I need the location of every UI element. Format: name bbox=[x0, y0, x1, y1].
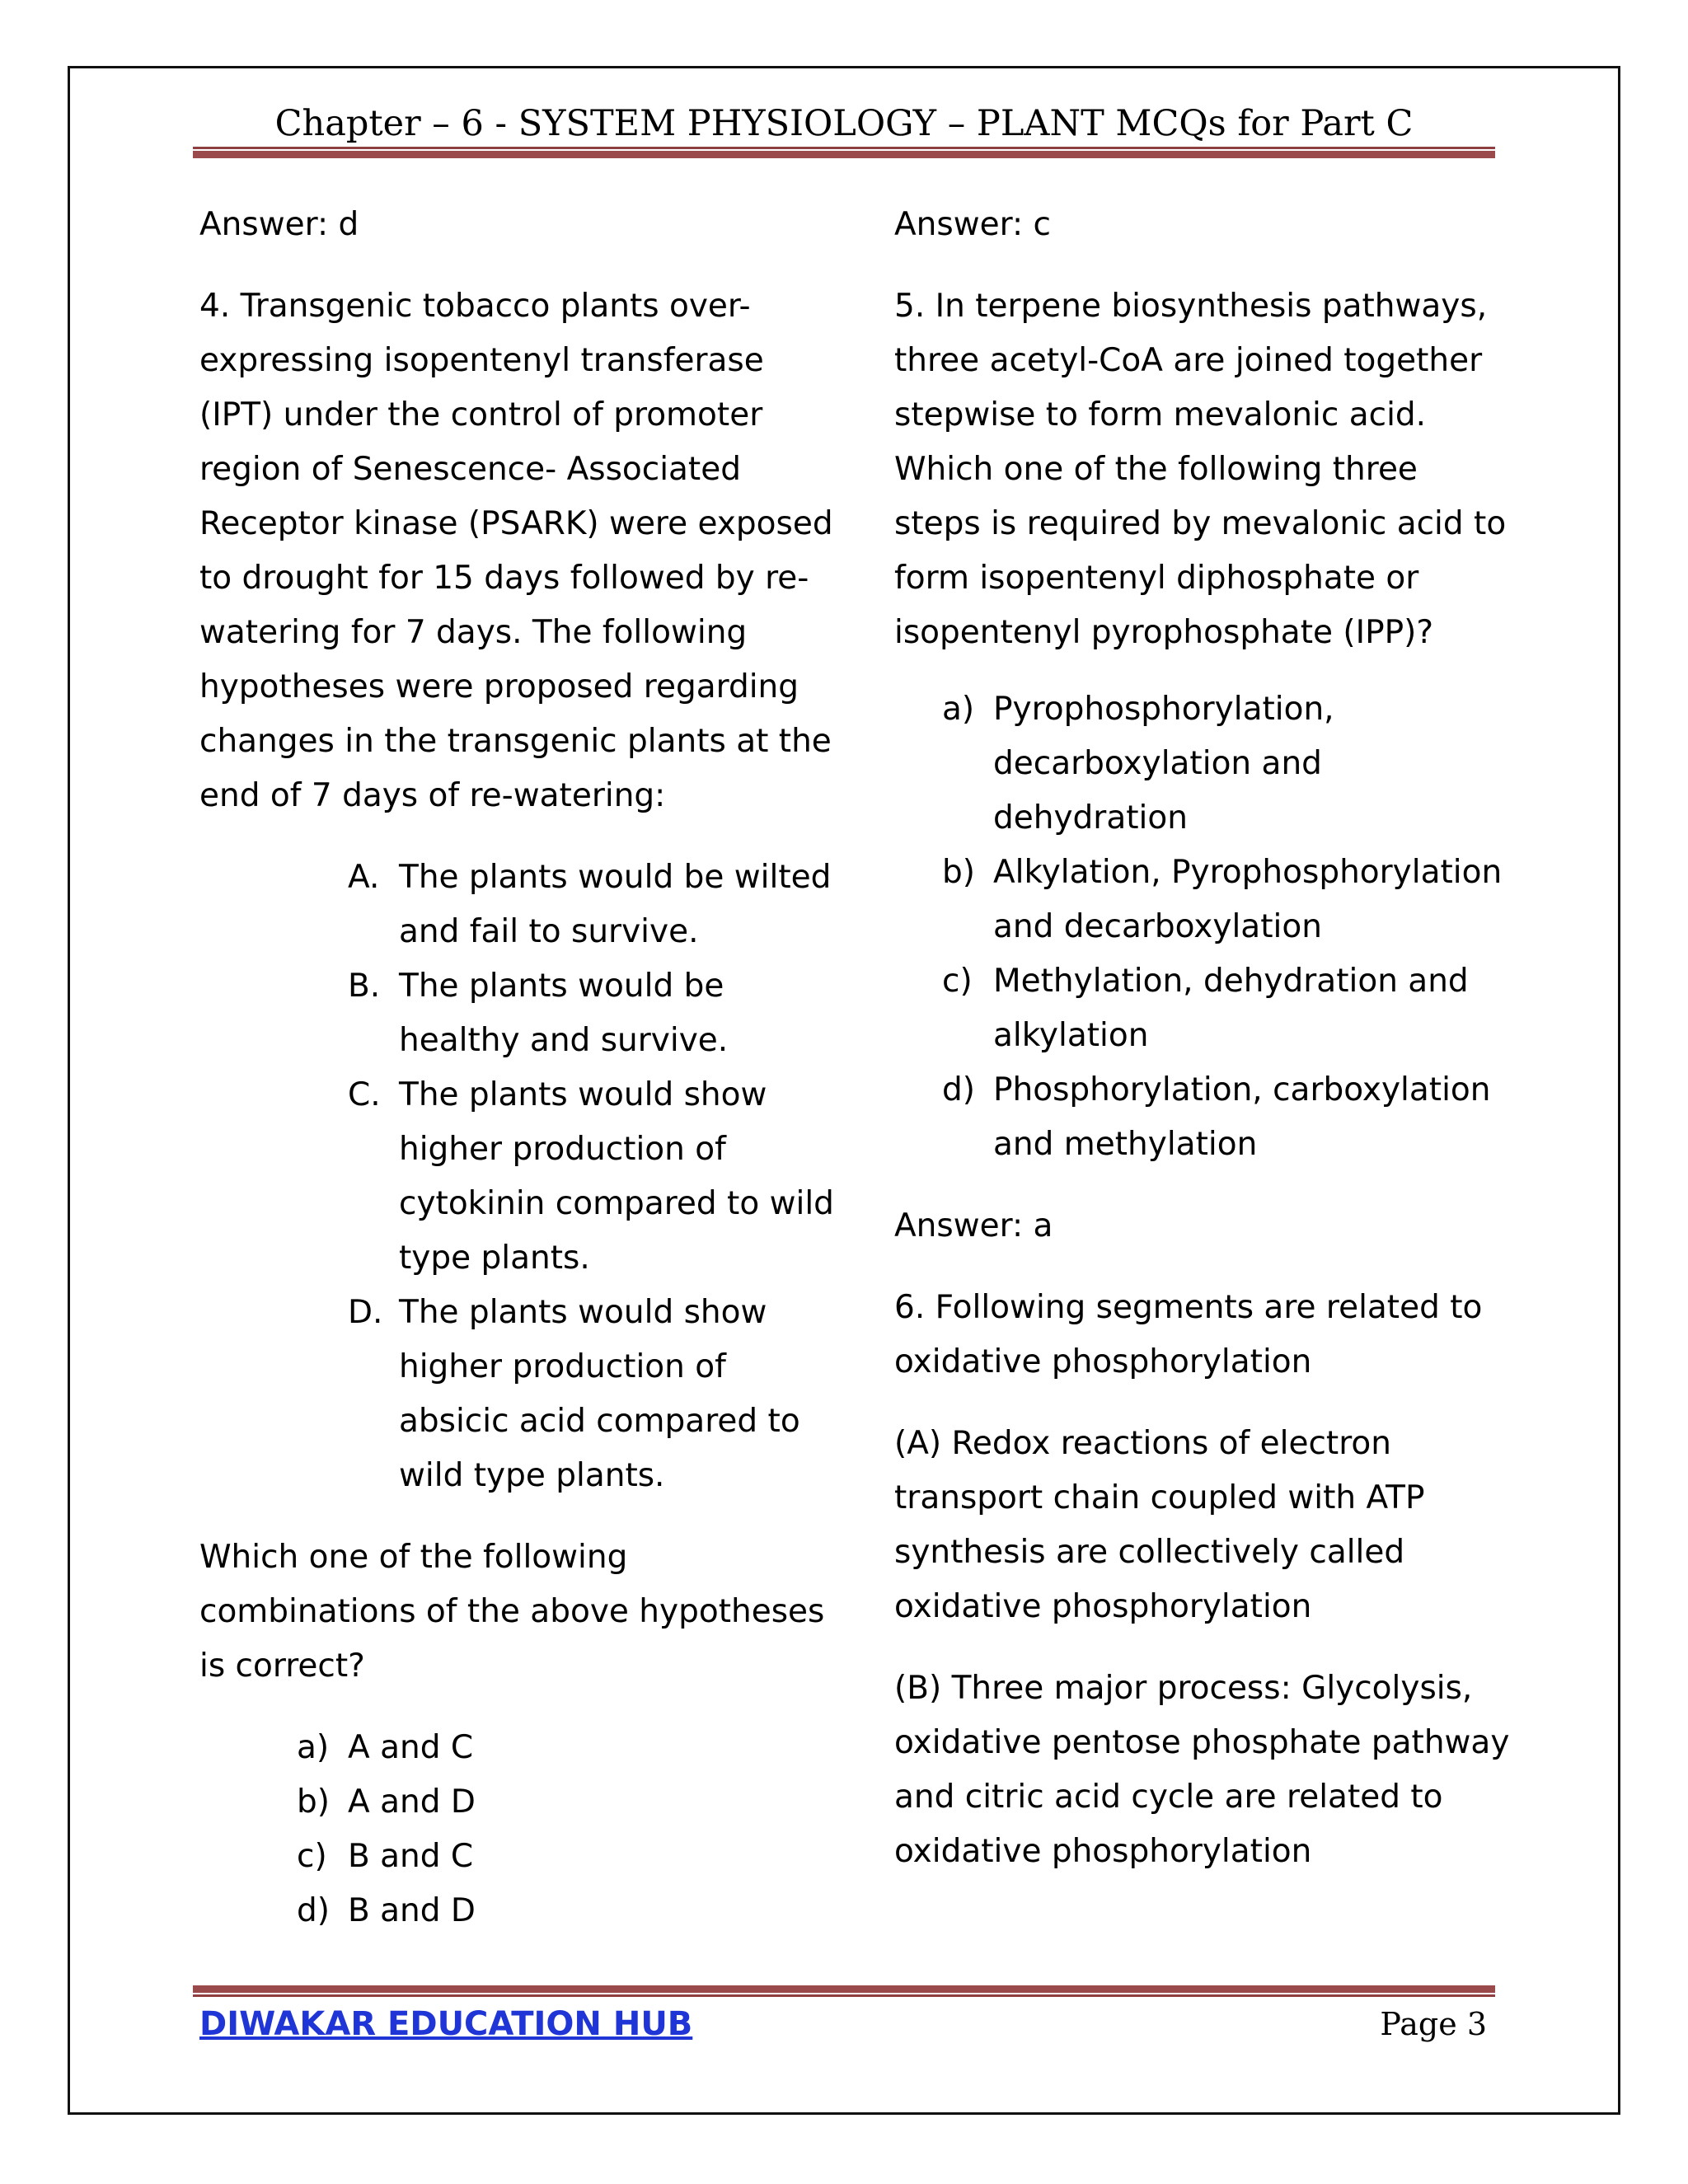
list-marker: B. bbox=[348, 968, 381, 1005]
question-4-stem: 4. Transgenic tobacco plants over-expressing isopentenyl transferase (IPT) under the control of promoter region of Senescence- Associated Receptor kinase (PSARK) were exposed to drought for 15 days followed by re-watering for 7 days. The following hypotheses were proposed regarding changes in the transgenic plants at the end of 7 days of re-watering: bbox=[199, 288, 833, 814]
question-4-prompt: Which one of the following combinations of the above hypotheses is correct? bbox=[199, 1539, 825, 1685]
option-item bbox=[942, 954, 1512, 1063]
option-item bbox=[297, 1830, 834, 1884]
left-column bbox=[199, 198, 834, 1966]
hypothesis-item bbox=[348, 1068, 834, 1286]
option-text: Pyrophosphorylation, decarboxylation and dehydration bbox=[993, 691, 1334, 837]
hypothesis-item bbox=[348, 959, 834, 1068]
option-text: A and C bbox=[348, 1729, 474, 1766]
list-marker: D. bbox=[348, 1294, 383, 1331]
question-6-stem: 6. Following segments are related to oxidative phosphorylation bbox=[894, 1289, 1483, 1380]
header-rule-thin bbox=[193, 147, 1495, 149]
option-text: B and D bbox=[348, 1892, 476, 1929]
footer-rule-thick bbox=[193, 1985, 1495, 1993]
page-title: Chapter – 6 - SYSTEM PHYSIOLOGY – PLANT MCQs for Part C bbox=[274, 103, 1414, 144]
option-item bbox=[297, 1884, 834, 1938]
hypothesis-list bbox=[348, 851, 834, 1503]
page-number: Page 3 bbox=[1380, 2006, 1487, 2042]
hypothesis-text: The plants would be wilted and fail to survive. bbox=[399, 859, 832, 950]
footer-rule-thin bbox=[193, 1994, 1495, 1997]
answer-text: Answer: c bbox=[894, 206, 1051, 243]
list-marker: d) bbox=[942, 1071, 975, 1108]
question-5-options bbox=[942, 682, 1512, 1172]
option-text: Alkylation, Pyrophosphorylation and decarboxylation bbox=[993, 854, 1503, 945]
list-marker: a) bbox=[942, 691, 975, 728]
list-marker: b) bbox=[942, 854, 975, 891]
hypothesis-text: The plants would show higher production of cytokinin compared to wild type plants. bbox=[399, 1076, 834, 1277]
list-marker: C. bbox=[348, 1076, 381, 1113]
list-marker: c) bbox=[297, 1838, 327, 1875]
hypothesis-item bbox=[348, 851, 834, 959]
option-text: B and C bbox=[348, 1838, 474, 1875]
option-item bbox=[297, 1721, 834, 1775]
option-text: Phosphorylation, carboxylation and methylation bbox=[993, 1071, 1491, 1163]
list-marker: c) bbox=[942, 963, 973, 1000]
option-text: Methylation, dehydration and alkylation bbox=[993, 963, 1469, 1054]
right-column bbox=[894, 198, 1512, 1906]
option-item bbox=[942, 1063, 1512, 1172]
option-item bbox=[942, 846, 1512, 954]
list-marker: d) bbox=[297, 1892, 330, 1929]
option-text: A and D bbox=[348, 1783, 476, 1821]
footer-brand-link[interactable]: DIWAKAR EDUCATION HUB bbox=[199, 2005, 693, 2043]
answer-text: Answer: a bbox=[894, 1207, 1053, 1244]
segment-b: (B) Three major process: Glycolysis, oxidative pentose phosphate pathway and citric acid cycle are related to oxidative phosphorylation bbox=[894, 1670, 1510, 1870]
segment-a: (A) Redox reactions of electron transport chain coupled with ATP synthesis are collectively called oxidative phosphorylation bbox=[894, 1425, 1425, 1625]
list-marker: A. bbox=[348, 859, 380, 896]
header-rule-thick bbox=[193, 151, 1495, 158]
option-item bbox=[942, 682, 1512, 846]
list-marker: a) bbox=[297, 1729, 330, 1766]
question-5-stem: 5. In terpene biosynthesis pathways, three acetyl-CoA are joined together stepwise to form mevalonic acid. Which one of the following three steps is required by mevalonic acid to form isopentenyl diphosphate or isopentenyl pyrophosphate (IPP)? bbox=[894, 288, 1507, 651]
answer-text: Answer: d bbox=[199, 206, 359, 243]
hypothesis-text: The plants would be healthy and survive. bbox=[399, 968, 729, 1059]
option-item bbox=[297, 1775, 834, 1830]
hypothesis-text: The plants would show higher production of absicic acid compared to wild type plants. bbox=[399, 1294, 800, 1494]
list-marker: b) bbox=[297, 1783, 330, 1821]
hypothesis-item bbox=[348, 1286, 834, 1503]
question-4-options bbox=[297, 1721, 834, 1938]
